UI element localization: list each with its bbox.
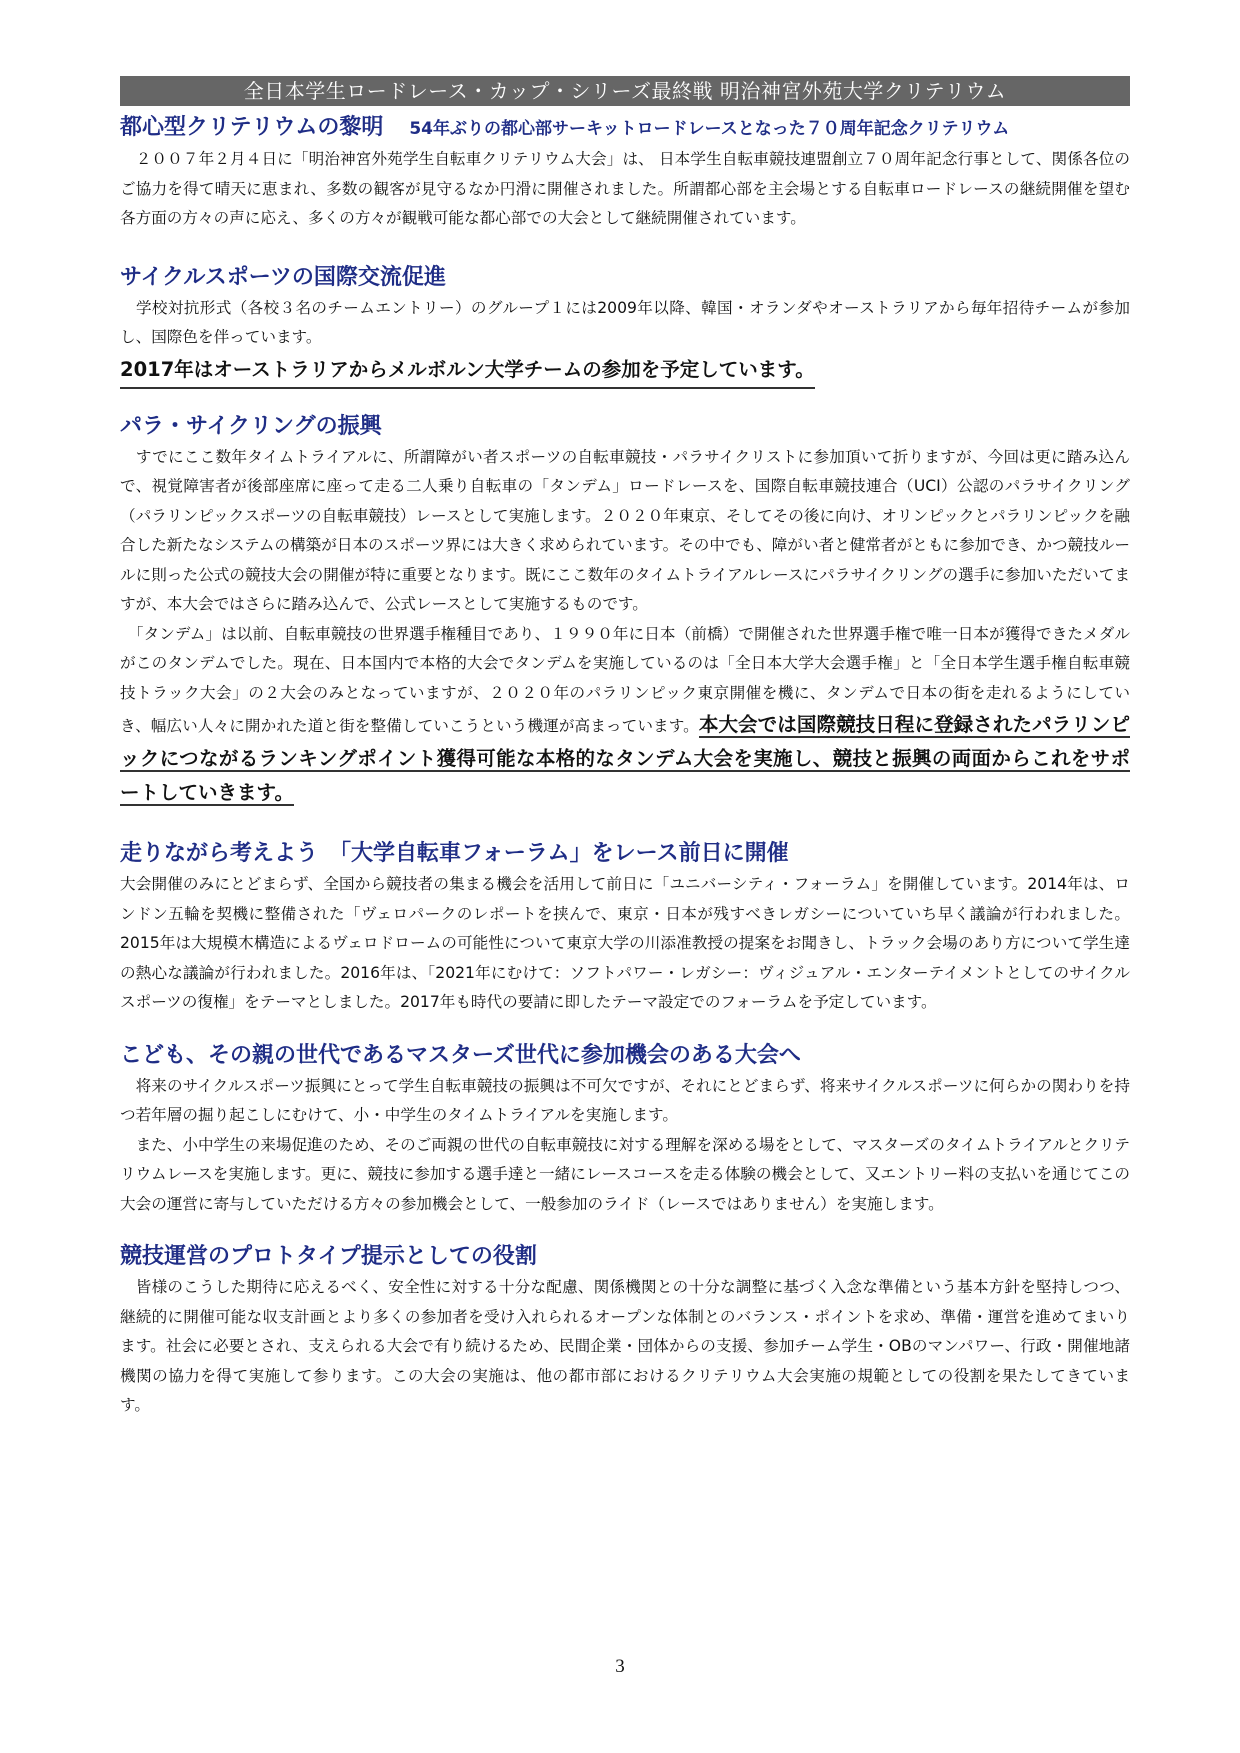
paragraph: すでにここ数年タイムトライアルに、所謂障がい者スポーツの自転車競技・パラサイクリストに参加頂いて折りますが、今回は更に踏み込んで、視覚障害者が後部座席に座って走る二人乗り自転車の「タンデム」ロードレースを、国際自転車競技連合（UCI）公認のパラサイクリング（パラリンピックスポーツの自転車競技）レースとして実施します。２０２０年東京、そしてその後に向け、オリンピックとパラリンピックを融合した新たなシステムの構築が日本のスポーツ界には大きく求められています。その中でも、障がい者と健常者がともに参加でき、かつ競技ルールに則った公式の競技大会の開催が特に重要となります。既にここ数年のタイムトライアルレースにパラサイクリングの選手に参加いただいてますが、本大会ではさらに踏み込んで、公式レースとして実施するものです。 xyxy=(120,447,1130,613)
emphasis-statement: 本大会では国際競技日程に登録されたパラリンピックにつながるランキングポイント獲得可能な本格的なタンデム大会を実施し、競技と振興の両面からこれをサポートしていきます。 xyxy=(120,713,1130,804)
paragraph: 学校対抗形式（各校３名のチームエントリー）のグループ１には2009年以降、韓国・オランダやオーストラリアから毎年招待チームが参加し、国際色を伴っています。 xyxy=(120,298,1130,346)
section-title-prototype: 競技運営のプロトタイプ提示としての役割 xyxy=(120,1244,537,1269)
section-title-criterium xyxy=(120,112,1130,145)
section-title-international: サイクルスポーツの国際交流促進 xyxy=(120,264,446,290)
section-title-forum: 走りながら考えよう 「大学自転車フォーラム」をレース前日に開催 xyxy=(120,841,789,866)
paragraph: また、小中学生の来場促進のため、そのご両親の世代の自転車競技に対する理解を深める場をとして、マスターズのタイムトライアルとクリテリウムレースを実施します。更に、競技に参加する選手達と一緒にレースコースを走る体験の機会として、又エントリー料の支払いを通じてこの大会の運営に寄与していただける方々の参加機会として、一般参加のライド（レースではありません）を実施します。 xyxy=(120,1135,1130,1213)
header-banner: 全日本学生ロードレース・カップ・シリーズ最終戦 明治神宮外苑大学クリテリウム xyxy=(120,76,1130,106)
document-page xyxy=(120,76,1130,1421)
section-title-para-cycling: パラ・サイクリングの振興 xyxy=(120,413,382,439)
paragraph-text: 「タンデム」は以前、自転車競技の世界選手権種目であり、１９９０年に日本（前橋）で開催された世界選手権で唯一日本が獲得できたメダルがこのタンデムでした。現在、日本国内で本格的大会でタンデムを実施しているのは「全日本大学大会選手権」と「全日本学生選手権自転車競技トラック大会」の２大会のみとなっていますが、２０２０年のパラリンピック東京開催を機に、タンデムで日本の街を走れるようにしていき、幅広い人々に開かれた道と街を整備していこうという機運が高まっています。 xyxy=(120,624,1130,735)
page-number: 3 xyxy=(615,1656,625,1677)
section-title-text: 都心型クリテリウムの黎明 xyxy=(120,115,384,140)
paragraph: ２００７年２月４日に「明治神宮外苑学生自転車クリテリウム大会」は、 日本学生自転車競技連盟創立７０周年記念行事として、関係各位のご協力を得て晴天に恵まれ、多数の観客が見守るなか円滑に開催されました。所謂都心部を主会場とする自転車ロードレースの継続開催を望む各方面の方々の声に応え、多くの方々が観戦可能な都心部での大会として継続開催されています。 xyxy=(120,150,1130,227)
emphasis-statement: 2017年はオーストラリアからメルボルン大学チームの参加を予定しています。 xyxy=(120,353,815,389)
section-subtitle: 54年ぶりの都心部サーキットロードレースとなった７０周年記念クリテリウム xyxy=(409,119,1010,139)
paragraph-with-emphasis xyxy=(120,620,1130,811)
paragraph: 大会開催のみにとどまらず、全国から競技者の集まる機会を活用して前日に「ユニバーシティ・フォーラム」を開催しています。2014年は、ロンドン五輪を契機に整備された「ヴェロパークのレポートを挟んで、東京・日本が残すべきレガシーについていち早く議論が行われました。2015年は大規模木構造によるヴェロドロームの可能性について東京大学の川添准教授の提案をお聞きし、トラック会場のあり方について学生達の熱心な議論が行われました。2016年は、「2021年にむけて：ソフトパワー・レガシー：ヴィジュアル・エンターテイメントとしてのサイクルスポーツの復権」をテーマとしました。2017年も時代の要請に即したテーマ設定でのフォーラムを予定しています。 xyxy=(120,875,1130,1011)
paragraph: 将来のサイクルスポーツ振興にとって学生自転車競技の振興は不可欠ですが、それにとどまらず、将来サイクルスポーツに何らかの関わりを持つ若年層の掘り起こしにむけて、小・中学生のタイムトライアルを実施します。 xyxy=(120,1076,1130,1124)
section-title-family: こども、その親の世代であるマスターズ世代に参加機会のある大会へ xyxy=(120,1042,801,1068)
paragraph: 皆様のこうした期待に応えるべく、安全性に対する十分な配慮、関係機関との十分な調整に基づく入念な準備という基本方針を堅持しつつ、継続的に開催可能な収支計画とより多くの参加者を受け入れられるオープンな体制とのバランス・ポイントを求め、準備・運営を進めてまいります。社会に必要とされ、支えられる大会で有り続けるため、民間企業・団体からの支援、参加チーム学生・OBのマンパワー、行政・開催地諸機関の協力を得て実施して参ります。この大会の実施は、他の都市部におけるクリテリウム大会実施の規範としての役割を果たしてきています。 xyxy=(120,1278,1130,1414)
